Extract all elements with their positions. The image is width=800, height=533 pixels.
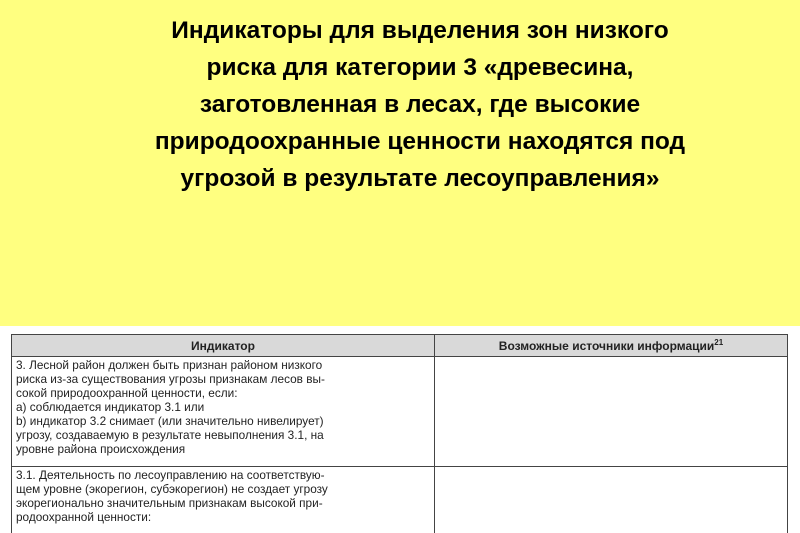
title-line: риска для категории 3 «древесина, bbox=[206, 54, 634, 81]
header-indicator bbox=[12, 335, 435, 357]
table-row bbox=[12, 467, 788, 533]
cell-line: 3.1. Деятельность по лесоуправлению на соответствую- bbox=[16, 468, 325, 482]
cell-line: уровне района происхождения bbox=[16, 442, 186, 456]
sources-cell bbox=[435, 467, 788, 533]
cell-line: сокой природоохранной ценности, если: bbox=[16, 386, 238, 400]
cell-line: b) индикатор 3.2 снимает (или значительно нивелирует) bbox=[16, 414, 324, 428]
footnote-marker: 21 bbox=[714, 338, 724, 347]
cell-line: 3. Лесной район должен быть признан районом низкого bbox=[16, 358, 323, 372]
cell-line: риска из-за существования угрозы признакам лесов вы- bbox=[16, 372, 325, 386]
table-header-row bbox=[12, 335, 788, 357]
slide-title bbox=[70, 12, 770, 197]
table-row bbox=[12, 357, 788, 467]
indicator-table-image bbox=[0, 326, 800, 533]
indicator-cell bbox=[12, 467, 435, 533]
cell-line: щем уровне (экорегион, субэкорегион) не создает угрозу bbox=[16, 482, 328, 496]
title-line: природоохранные ценности находятся под bbox=[154, 128, 686, 155]
title-line: заготовленная в лесах, где высокие bbox=[199, 91, 641, 118]
indicator-cell bbox=[12, 357, 435, 467]
cell-line: родоохранной ценности: bbox=[16, 510, 152, 524]
header-indicator-label: Индикатор bbox=[191, 338, 255, 353]
title-line: угрозой в результате лесоуправления» bbox=[180, 165, 660, 192]
cell-line: угрозу, создаваемую в результате невыполнения 3.1, на bbox=[16, 428, 324, 442]
header-sources bbox=[435, 335, 788, 357]
header-sources-label: Возможные источники информации bbox=[498, 339, 715, 353]
sources-cell bbox=[435, 357, 788, 467]
cell-line: a) соблюдается индикатор 3.1 или bbox=[16, 400, 205, 414]
indicator-table bbox=[11, 334, 788, 533]
cell-line: экорегионально значительным признакам высокой при- bbox=[16, 496, 323, 510]
title-line: Индикаторы для выделения зон низкого bbox=[171, 17, 669, 44]
